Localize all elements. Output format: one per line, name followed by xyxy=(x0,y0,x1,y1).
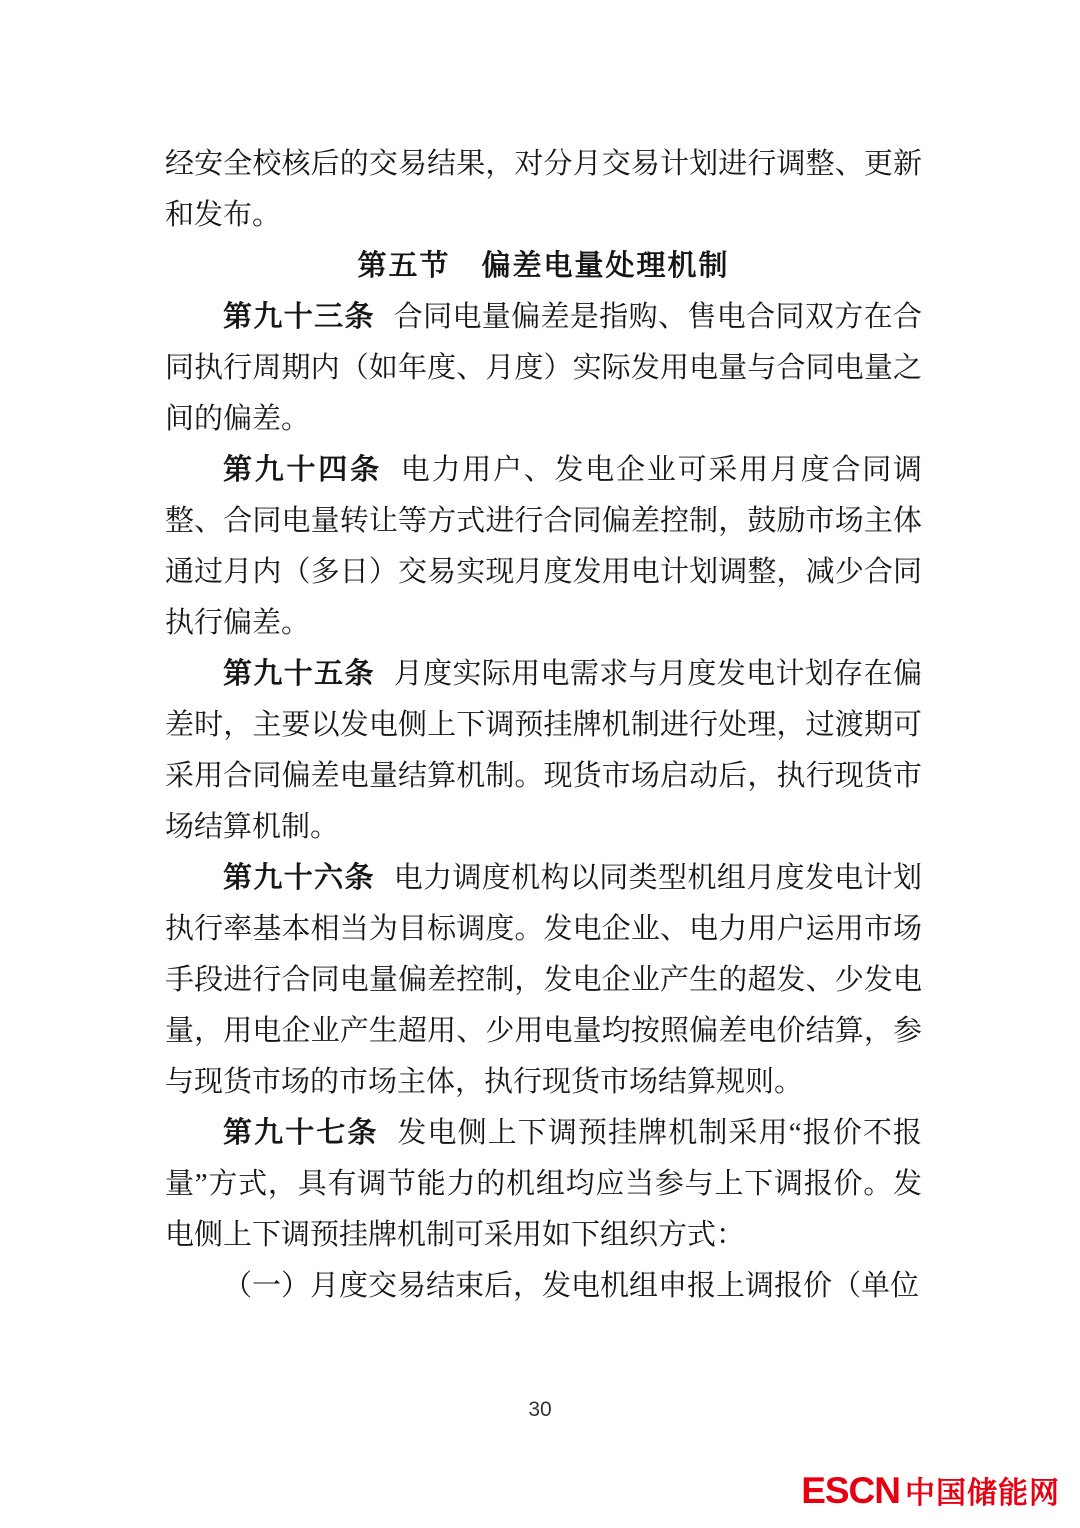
article-paragraph xyxy=(165,1108,922,1261)
article-text: 合同电量偏差是指购、售电合同双方在合同执行周期内（如年度、月度）实际发用电量与合同电量之间的偏差。 xyxy=(165,301,922,435)
page-number: 30 xyxy=(528,1398,552,1421)
article-paragraph xyxy=(165,649,922,853)
escn-logo-latin: ESCN xyxy=(801,1470,900,1511)
article-text: 电力调度机构以同类型机组月度发电计划执行率基本相当为目标调度。发电企业、电力用户运用市场手段进行合同电量偏差控制，发电企业产生的超发、少发电量，用电企业产生超用、少用电量均按照偏差电价结算，参与现货市场的市场主体，执行现货市场结算规则。 xyxy=(165,862,922,1098)
escn-logo xyxy=(801,1468,1060,1512)
article-label: 第九十五条 xyxy=(223,658,375,690)
article-paragraph xyxy=(165,445,922,649)
article-label: 第九十六条 xyxy=(223,862,375,894)
article-text: 发电侧上下调预挂牌机制采用“报价不报量”方式，具有调节能力的机组均应当参与上下调报价。发电侧上下调预挂牌机制可采用如下组织方式： xyxy=(165,1117,922,1251)
article-paragraph xyxy=(165,292,922,445)
escn-logo-cjk: 中国储能网 xyxy=(905,1477,1060,1510)
continuation-paragraph: 经安全校核后的交易结果，对分月交易计划进行调整、更新和发布。 xyxy=(165,148,922,231)
document-body xyxy=(165,139,922,1312)
list-item-one: （一）月度交易结束后，发电机组申报上调报价（单位 xyxy=(223,1270,920,1302)
article-label: 第九十四条 xyxy=(223,454,382,486)
article-paragraph xyxy=(165,853,922,1108)
article-label: 第九十三条 xyxy=(223,301,375,333)
section-heading: 第五节 偏差电量处理机制 xyxy=(357,250,730,282)
article-text: 电力用户、发电企业可采用月度合同调整、合同电量转让等方式进行合同偏差控制，鼓励市场主体通过月内（多日）交易实现月度发用电计划调整，减少合同执行偏差。 xyxy=(165,454,922,639)
article-label: 第九十七条 xyxy=(223,1117,379,1149)
article-text: 月度实际用电需求与月度发电计划存在偏差时，主要以发电侧上下调预挂牌机制进行处理，过渡期可采用合同偏差电量结算机制。现货市场启动后，执行现货市场结算机制。 xyxy=(165,658,922,843)
